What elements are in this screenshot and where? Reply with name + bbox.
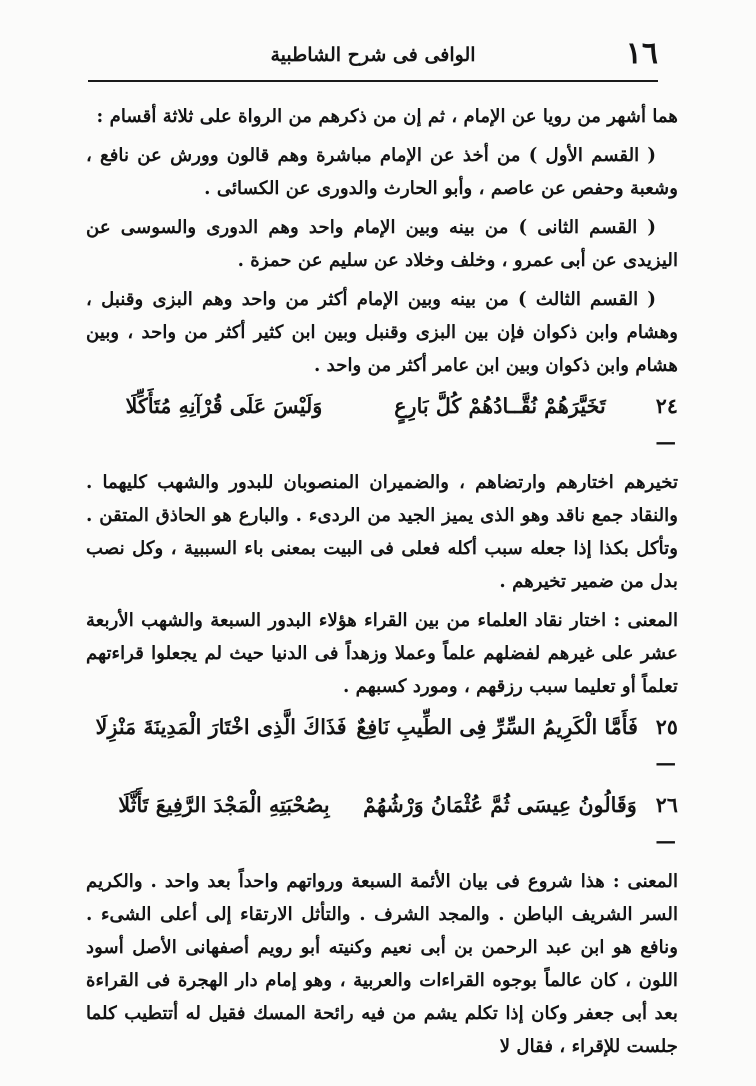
verse-second-hemistich: بِصُحْبَتِهِ الْمَجْدَ الرَّفِيعَ تَأَثَّلَا	[118, 793, 330, 817]
paragraph-intro: هما أشهر من رويا عن الإمام ، ثم إن من ذكرهم من الرواة على ثلاثة أقسام :	[96, 106, 678, 127]
paragraph-meaning: المعنى : اختار نقاد العلماء من بين القراء هؤلاء البدور السبعة والشهب الأربعة عشر على غيرهم لفضلهم علماً وعملا وزهداً فى الدنيا حيث لم يجعلوا قراءتهم تعلماً أو تعليما سبب رزقهم ، ومورد كسبهم .	[86, 610, 678, 697]
page-header	[88, 34, 658, 76]
verse-second-hemistich: فَذَاكَ الَّذِى اخْتَارَ الْمَدِينَةَ مَنْزِلَا	[95, 715, 347, 739]
verse-number: ٢٦ —	[638, 787, 678, 859]
paragraph-commentary-vocab: تخيرهم اختارهم وارتضاهم ، والضميران المنصوبان للبدور والشهب كليهما . والنقاد جمع ناقد وهو الذى يميز الجيد من الردىء . والبارع هو الحاذق المتقن . وتأكل بكذا إذا جعله سبب أكله فعلى فى البيت بمعنى باء السببية ، وكل نصب بدل من ضمير تخيرهم .	[86, 472, 678, 592]
paragraph-meaning-nafi: المعنى : هذا شروع فى بيان الأئمة السبعة ورواتهم واحداً بعد واحد . والكريم السر الشريف الباطن . والمجد الشرف . والتأثل الارتقاء إلى أعلى الشىء . ونافع هو ابن عبد الرحمن بن أبى نعيم وكنيته أبو رويم أصفهانى الأصل أسود اللون ، كان عالماً بوجوه القراءات والعربية ، وهو إمام دار الهجرة فى القراءة بعد أبى جعفر وكان إذا تكلم يشم من فيه رائحة المسك فقيل له أتتطيب كلما جلست للإقراء ، فقال لا	[86, 871, 678, 1057]
verse-26	[86, 787, 678, 859]
verse-number: ٢٥ —	[638, 709, 678, 781]
verse-number: ٢٤ —	[638, 388, 678, 460]
running-title: الوافى فى شرح الشاطبية	[270, 44, 476, 66]
verse-24	[86, 388, 678, 460]
paragraph-third-class: ( القسم الثالث ) من بينه وبين الإمام أكثر من واحد وهم البزى وقنبل ، وهشام وابن ذكوان فإن بين البزى وقنبل وبين ابن كثير أكثر من واحد ، وبين هشام وابن ذكوان وبين ابن عامر أكثر من واحد .	[86, 289, 678, 376]
page-body	[86, 100, 678, 1069]
verse-second-hemistich: وَلَيْسَ عَلَى قُرْآنِهِ مُتَأَكِّلَا	[125, 394, 323, 418]
page-number: ١٦	[625, 36, 658, 71]
paragraph-first-class: ( القسم الأول ) من أخذ عن الإمام مباشرة وهم قالون وورش عن نافع ، وشعبة وحفص عن عاصم ، وأبو الحارث والدورى عن الكسائى .	[86, 145, 678, 199]
verse-first-hemistich: وَقَالُونُ عِيسَى ثُمَّ عُثْمَانُ وَرْشُهُمْ	[363, 793, 637, 817]
verse-25	[86, 709, 678, 781]
verse-first-hemistich: فَأَمَّا الْكَرِيمُ السِّرِّ فِى الطِّيبِ نَافِعٌ	[356, 715, 638, 739]
verse-first-hemistich: تَخَيَّرَهُمْ نُقَّــادُهُمْ كُلَّ بَارِعٍ	[394, 394, 606, 418]
paragraph-second-class: ( القسم الثانى ) من بينه وبين الإمام واحد وهم الدورى والسوسى عن اليزيدى عن أبى عمرو ، وخلف وخلاد عن سليم عن حمزة .	[86, 217, 678, 271]
header-rule	[88, 80, 658, 82]
